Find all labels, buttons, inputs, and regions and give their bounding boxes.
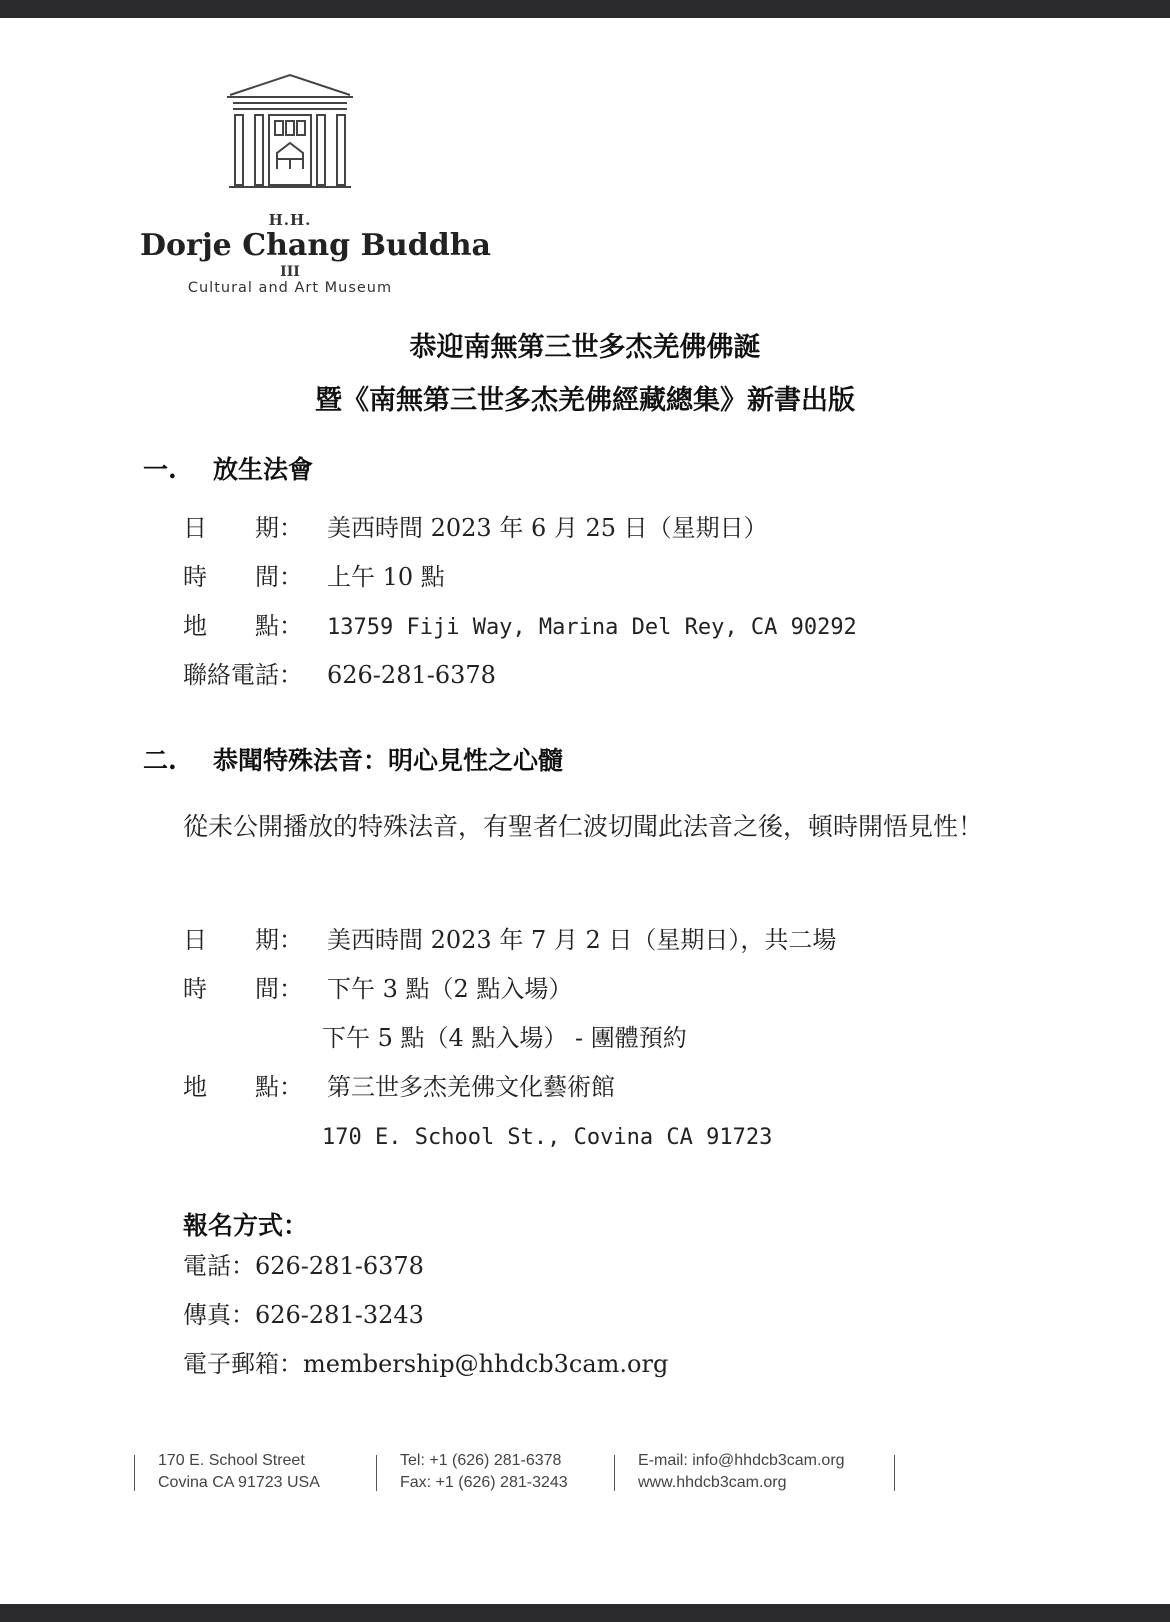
place-value-1: 第三世多杰羌佛文化藝術館 [327, 1073, 615, 1101]
section-1-title: 放生法會 [213, 455, 314, 484]
section-2-heading [143, 741, 563, 777]
section-2-place-row [183, 1070, 615, 1104]
logo-name: Dorje Chang Buddha [140, 228, 491, 263]
time-label: 時 間： [183, 975, 303, 1003]
section-2-date-row [183, 923, 836, 957]
place-value-2: 170 E. School St., Covina CA 91723 [322, 1125, 773, 1150]
section-1-contact-row [183, 658, 496, 692]
footer-fax: Fax: +1 (626) 281-3243 [400, 1474, 568, 1491]
registration-title: 報名方式： [183, 1211, 309, 1240]
footer-address [158, 1450, 320, 1494]
footer-divider [614, 1455, 615, 1491]
document-page [0, 18, 1170, 1604]
place-label: 地 點： [183, 1073, 303, 1101]
time-value-2: 下午 5 點（4 點入場） - 團體預約 [322, 1024, 687, 1052]
logo-numeral: III [280, 264, 300, 280]
time-label: 時 間： [183, 563, 303, 591]
section-1-heading [143, 450, 313, 486]
footer-address-line-2: Covina CA 91723 USA [158, 1474, 320, 1491]
logo-subtitle: Cultural and Art Museum [187, 280, 393, 296]
time-value-1: 下午 3 點（2 點入場） [327, 975, 573, 1003]
registration-phone: 電話：626-281-6378 [183, 1252, 424, 1280]
section-2-time-row-2 [322, 1021, 687, 1055]
section-1-time-row [183, 560, 445, 594]
logo-hh: H.H. [268, 211, 312, 229]
registration-email-text: 電子郵箱：membership@hhdcb3cam.org [183, 1350, 669, 1378]
date-value: 美西時間 2023 年 6 月 25 日（星期日） [327, 514, 768, 542]
contact-value: 626-281-6378 [327, 661, 496, 689]
footer-email: E-mail: info@hhdcb3cam.org [638, 1452, 845, 1469]
footer-phone [400, 1450, 568, 1494]
museum-building-icon [225, 73, 355, 193]
date-value: 美西時間 2023 年 7 月 2 日（星期日），共二場 [327, 926, 837, 954]
section-2-description: 從未公開播放的特殊法音，有聖者仁波切聞此法音之後，頓時開悟見性！ [183, 812, 984, 841]
footer-divider [894, 1455, 895, 1491]
time-value: 上午 10 點 [327, 563, 445, 591]
section-1-number: 一. [143, 455, 177, 484]
date-label: 日 期： [183, 926, 303, 954]
footer-contact [638, 1450, 845, 1494]
footer-divider [376, 1455, 377, 1491]
registration-fax: 傳真：626-281-3243 [183, 1301, 424, 1329]
footer-address-line-1: 170 E. School Street [158, 1452, 305, 1469]
document-title-line-2: 暨《南無第三世多杰羌佛經藏總集》新書出版 [315, 385, 855, 416]
section-1-date-row [183, 511, 768, 545]
section-2-number: 二. [143, 746, 177, 775]
place-label: 地 點： [183, 612, 303, 640]
place-value: 13759 Fiji Way, Marina Del Rey, CA 90292 [327, 615, 857, 640]
footer-website: www.hhdcb3cam.org [638, 1474, 787, 1491]
document-title-line-1: 恭迎南無第三世多杰羌佛佛誕 [409, 332, 761, 363]
section-1-place-row [183, 609, 857, 643]
contact-label: 聯絡電話： [183, 661, 303, 689]
section-2-time-row [183, 972, 572, 1006]
letterhead-footer [0, 1450, 1170, 1510]
museum-logo [140, 73, 491, 313]
section-2-place-row-2 [322, 1119, 772, 1153]
registration-email [183, 1347, 668, 1381]
section-2-title: 恭聞特殊法音：明心見性之心髓 [213, 746, 564, 775]
footer-tel: Tel: +1 (626) 281-6378 [400, 1452, 562, 1469]
date-label: 日 期： [183, 514, 303, 542]
footer-divider [134, 1455, 135, 1491]
